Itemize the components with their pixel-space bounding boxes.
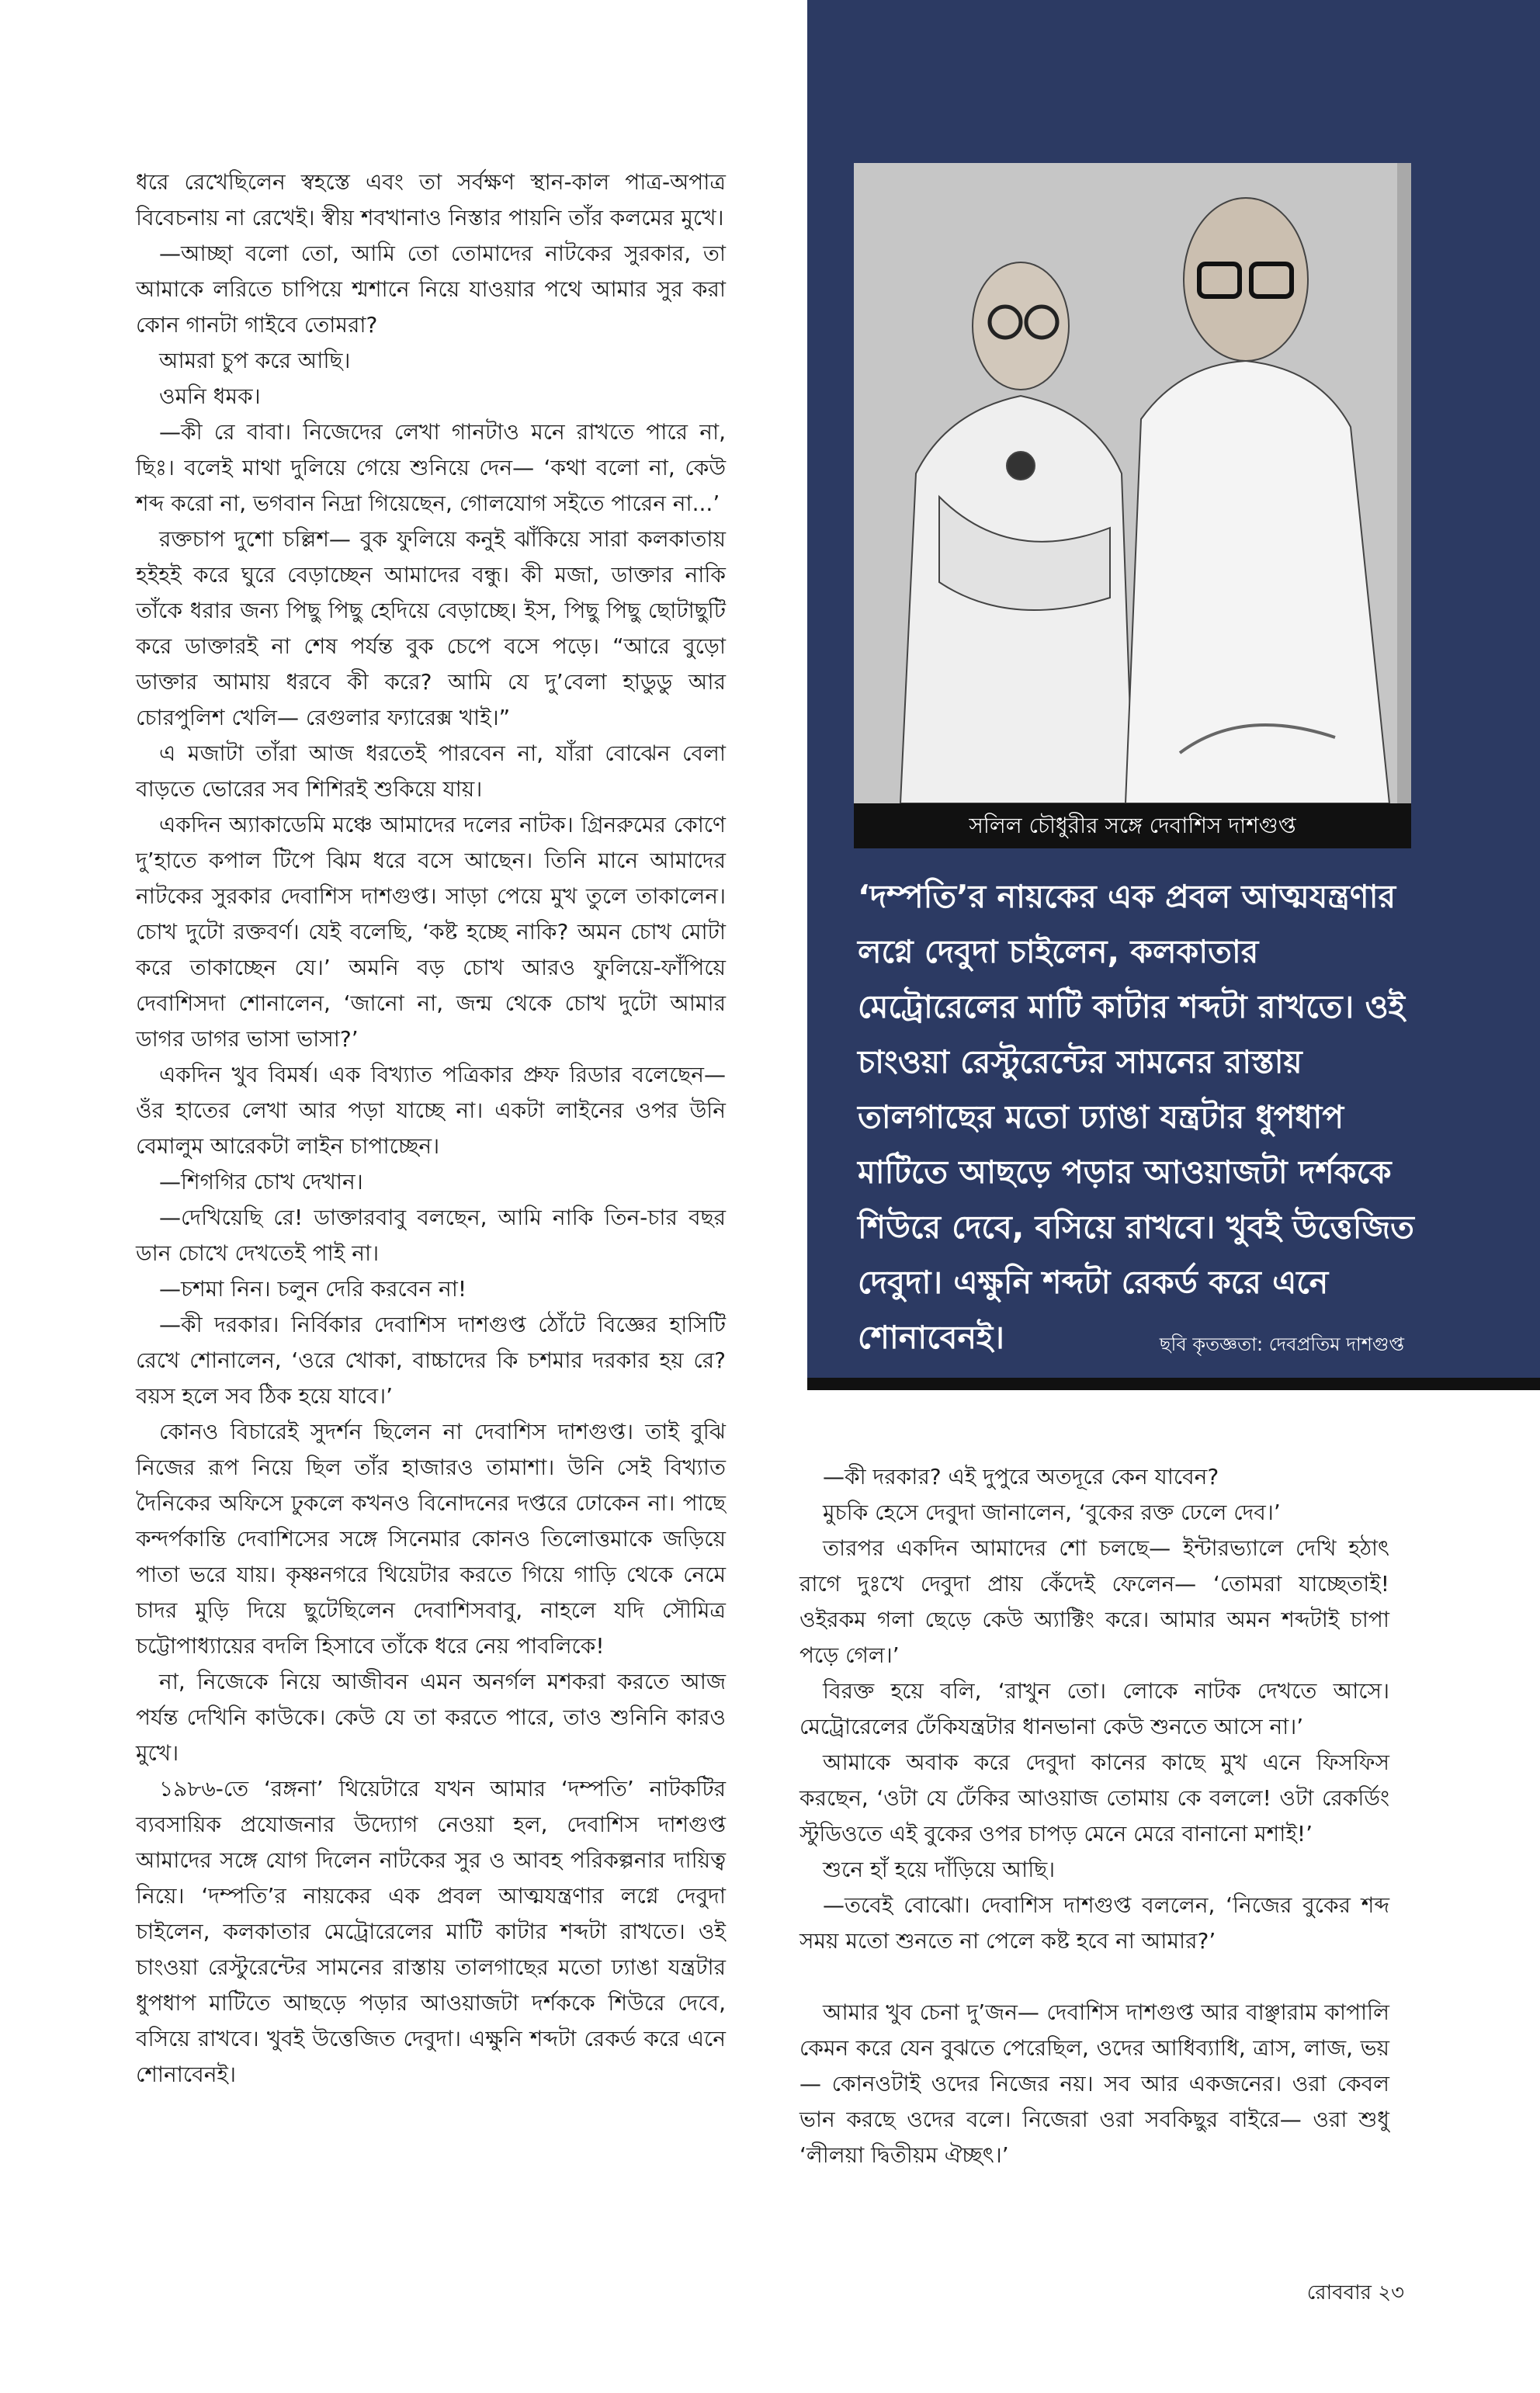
paragraph: আমাকে অবাক করে দেবুদা কানের কাছে মুখ এনে ফিসফিস করছেন, ‘ওটা যে ঢেঁকির আওয়াজ তোমায় কে বললে! ওটা রেকর্ডিং স্টুডিওতে এই বুকের ওপর চাপড় মেনে মেরে বানানো মশাই!’ bbox=[799, 1750, 1389, 1847]
paragraph: একদিন খুব বিমর্ষ। এক বিখ্যাত পত্রিকার প্রুফ রিডার বলেছেন— ওঁর হাতের লেখা আর পড়া যাচ্ছে না। একটা লাইনের ওপর উনি বেমালুম আরেকটা লাইন চাপাচ্ছেন। bbox=[136, 1062, 726, 1159]
paragraph: কোনও বিচারেই সুদর্শন ছিলেন না দেবাশিস দাশগুপ্ত। তাই বুঝি নিজের রূপ নিয়ে ছিল তাঁর হাজারও তামাশা। উনি সেই বিখ্যাত দৈনিকের অফিসে ঢুকলে কখনও বিনোদনের দপ্তরে ঢোকেন না। পাছে কন্দর্পকান্তি দেবাশিসের সঙ্গে সিনেমার কোনও তিলোত্তমাকে জড়িয়ে পাতা ভরে যায়। কৃষ্ণনগরে থিয়েটার করতে গিয়ে গাড়ি থেকে নেমে চাদর মুড়ি দিয়ে ছুটেছিলেন দেবাশিসবাবু, নাহলে যদি সৌমিত্র চট্টোপাধ্যায়ের বদলি হিসাবে তাঁকে ধরে নেয় পাবলিকে! bbox=[136, 1419, 726, 1659]
pull-quote: ‘দম্পতি’র নায়কের এক প্রবল আত্মযন্ত্রণার লগ্নে দেবুদা চাইলেন, কলকাতার মেট্রোরেলের মাটি কাটার শব্দটা রাখতে। ওই চাংওয়া রেস্টুরেন্টের সামনের রাস্তায় তালগাছের মতো ঢ্যাঙা যন্ত্রটার ধুপধাপ মাটিতে আছড়ে পড়ার আওয়াজটা দর্শককে শিউরে দেবে, বসিয়ে রাখবে। খুবই উত্তেজিত দেবুদা। এক্ষুনি শব্দটা রেকর্ড করে এনে শোনাবেনই। bbox=[858, 878, 1414, 1356]
paragraph: ওমনি ধমক। bbox=[159, 383, 261, 409]
paragraph: মুচকি হেসে দেবুদা জানালেন, ‘বুকের রক্ত ঢেলে দেব।’ bbox=[823, 1500, 1281, 1525]
paragraph: রক্তচাপ দুশো চল্লিশ— বুক ফুলিয়ে কনুই ঝাঁকিয়ে সারা কলকাতায় হইহই করে ঘুরে বেড়াচ্ছেন আমাদের বন্ধু। কী মজা, ডাক্তার নাকি তাঁকে ধরার জন্য পিছু পিছু হেদিয়ে বেড়াচ্ছে। ইস, পিছু পিছু ছোটাছুটি করে ডাক্তারই না শেষ পর্যন্ত বুক চেপে বসে পড়ে। “আরে বুড়ো ডাক্তার আমায় ধরবে কী করে? আমি যে দু’বেলা হাডুডু আর চোরপুলিশ খেলি— রেগুলার ফ্যারেক্স খাই।” bbox=[136, 526, 726, 730]
paragraph: বিরক্ত হয়ে বলি, ‘রাখুন তো। লোকে নাটক দেখতে আসে। মেট্রোরেলের ঢেঁকিযন্ত্রটার ধানভানা কেউ শুনতে আসে না।’ bbox=[799, 1678, 1389, 1739]
paragraph: আমরা চুপ করে আছি। bbox=[159, 348, 351, 373]
paragraph: —শিগগির চোখ দেখান। bbox=[159, 1169, 363, 1195]
paragraph: একদিন অ্যাকাডেমি মঞ্চে আমাদের দলের নাটক। গ্রিনরুমের কোণে দু’হাতে কপাল টিপে ঝিম ধরে বসে আছেন। তিনি মানে আমাদের নাটকের সুরকার দেবাশিস দাশগুপ্ত। সাড়া পেয়ে মুখ তুলে তাকালেন। চোখ দুটো রক্তবর্ণ। যেই বলেছি, ‘কষ্ট হচ্ছে নাকি? অমন চোখ মোটা করে তাকাচ্ছেন যে।’ অমনি বড় চোখ আরও ফুলিয়ে-ফাঁপিয়ে দেবাশিসদা শোনালেন, ‘জানো না, জন্ম থেকে চোখ দুটো আমার ডাগর ডাগর ভাসা ভাসা?’ bbox=[136, 812, 726, 1052]
left-text-column bbox=[136, 165, 726, 2093]
paragraph: —দেখিয়েছি রে! ডাক্তারবাবু বলছেন, আমি নাকি তিন-চার বছর ডান চোখে দেখতেই পাই না। bbox=[136, 1205, 726, 1266]
paragraph: —চশমা নিন। চলুন দেরি করবেন না! bbox=[159, 1276, 467, 1302]
paragraph: ধরে রেখেছিলেন স্বহস্তে এবং তা সর্বক্ষণ স্থান-কাল পাত্র-অপাত্র বিবেচনায় না রেখেই। স্বীয় শবখানাও নিস্তার পায়নি তাঁর কলমের মুখে। bbox=[136, 169, 726, 231]
paragraph: —কী দরকার। নির্বিকার দেবাশিস দাশগুপ্ত ঠোঁটে বিজ্ঞের হাসিটি রেখে শোনালেন, ‘ওরে খোকা, বাচ্চাদের কি চশমার দরকার হয় রে? বয়স হলে সব ঠিক হয়ে যাবে।’ bbox=[136, 1312, 726, 1409]
photo-caption: সলিল চৌধুরীর সঙ্গে দেবাশিস দাশগুপ্ত bbox=[854, 803, 1411, 848]
paragraph: আমার খুব চেনা দু’জন— দেবাশিস দাশগুপ্ত আর বাঞ্ছারাম কাপালি কেমন করে যেন বুঝতে পেরেছিল, ওদের আধিব্যাধি, ত্রাস, লাজ, ভয়— কোনওটাই ওদের নিজের নয়। সব আর একজনের। ওরা কেবল ভান করছে ওদের বলে। নিজেরা ওরা সবকিছুর বাইরে— ওরা শুধু ‘লীলয়া দ্বিতীয়ম ঐচ্ছৎ।’ bbox=[799, 1999, 1389, 2168]
page-footer: রোববার ২৩ bbox=[1306, 2281, 1404, 2305]
photo bbox=[854, 163, 1411, 803]
photo-illustration bbox=[854, 163, 1411, 803]
paragraph: —কী রে বাবা। নিজেদের লেখা গানটাও মনে রাখতে পারে না, ছিঃ। বলেই মাথা দুলিয়ে গেয়ে শুনিয়ে দেন— ‘কথা বলো না, কেউ শব্দ করো না, ভগবান নিদ্রা গিয়েছেন, গোলযোগ সইতে পারেন না...’ bbox=[136, 419, 726, 516]
paragraph: —আচ্ছা বলো তো, আমি তো তোমাদের নাটকের সুরকার, তা আমাকে লরিতে চাপিয়ে শ্মশানে নিয়ে যাওয়ার পথে আমার সুর করা কোন গানটা গাইবে তোমরা? bbox=[136, 241, 726, 338]
paragraph: —কী দরকার? এই দুপুরে অতদূরে কেন যাবেন? bbox=[823, 1464, 1219, 1490]
paragraph: তারপর একদিন আমাদের শো চলছে— ইন্টারভ্যালে দেখি হঠাৎ রাগে দুঃখে দেবুদা প্রায় কেঁদেই ফেলেন— ‘তোমরা যাচ্ছেতাই! ওইরকম গলা ছেড়ে কেউ অ্যাক্টিং করে। আমার অমন শব্দটাই চাপা পড়ে গেল।’ bbox=[799, 1535, 1389, 1668]
right-text-column bbox=[799, 1459, 1389, 2173]
paragraph: এ মজাটা তাঁরা আজ ধরতেই পারবেন না, যাঁরা বোঝেন বেলা বাড়তে ভোরের সব শিশিরই শুকিয়ে যায়। bbox=[136, 740, 726, 802]
paragraph: —তবেই বোঝো। দেবাশিস দাশগুপ্ত বললেন, ‘নিজের বুকের শব্দ সময় মতো শুনতে না পেলে কষ্ট হবে না আমার?’ bbox=[799, 1892, 1389, 1954]
photo-credit: ছবি কৃতজ্ঞতা: দেবপ্রতিম দাশগুপ্ত bbox=[1159, 1333, 1404, 1355]
paragraph: ১৯৮৬-তে ‘রঙ্গনা’ থিয়েটারে যখন আমার ‘দম্পতি’ নাটকটির ব্যবসায়িক প্রযোজনার উদ্যোগ নেওয়া হল, দেবাশিস দাশগুপ্ত আমাদের সঙ্গে যোগ দিলেন নাটকের সুর ও আবহ পরিকল্পনার দায়িত্ব নিয়ে। ‘দম্পতি’র নায়কের এক প্রবল আত্মযন্ত্রণার লগ্নে দেবুদা চাইলেন, কলকাতার মেট্রোরেলের মাটি কাটার শব্দটা রাখতে। ওই চাংওয়া রেস্টুরেন্টের সামনের রাস্তায় তালগাছের মতো ঢ্যাঙা যন্ত্রটার ধুপধাপ মাটিতে আছড়ে পড়ার আওয়াজটা দর্শককে শিউরে দেবে, বসিয়ে রাখবে। খুবই উত্তেজিত দেবুদা। এক্ষুনি শব্দটা রেকর্ড করে এনে শোনাবেনই। bbox=[136, 1776, 726, 2087]
paragraph: শুনে হাঁ হয়ে দাঁড়িয়ে আছি। bbox=[823, 1857, 1056, 1882]
paragraph: না, নিজেকে নিয়ে আজীবন এমন অনর্গল মশকরা করতে আজ পর্যন্ত দেখিনি কাউকে। কেউ যে তা করতে পারে, তাও শুনিনি কারও মুখে। bbox=[136, 1669, 726, 1766]
paragraph-break bbox=[799, 1959, 1389, 1995]
panel-bottom-rule bbox=[807, 1378, 1540, 1390]
